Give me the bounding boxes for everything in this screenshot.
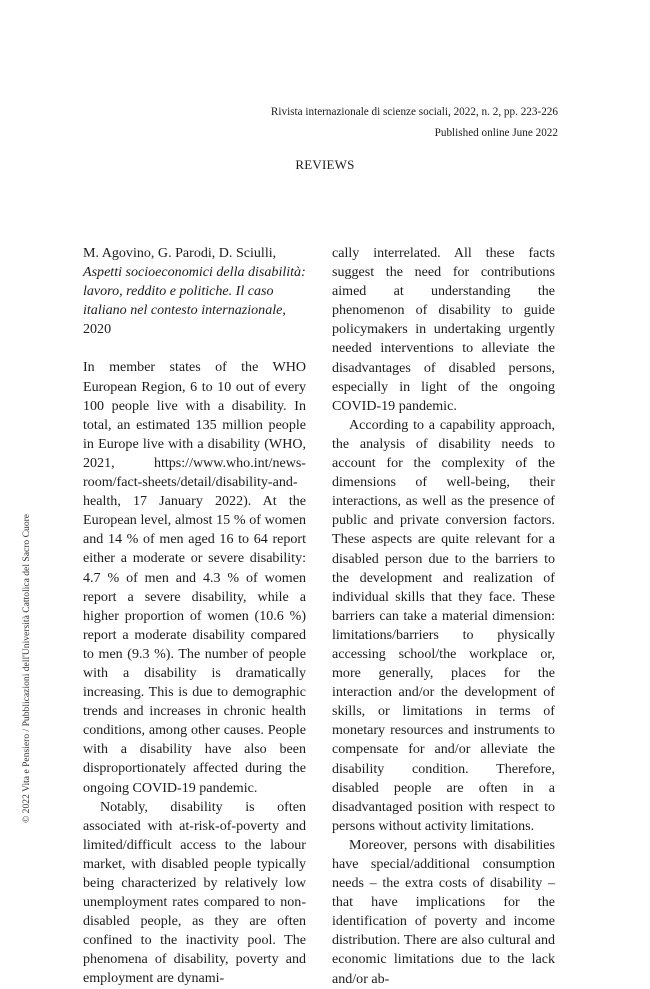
reference-title: Aspetti socioeconomici della disabilità: lavoro, reddito e politiche. Il caso italiano nel contesto internazionale (83, 264, 306, 319)
left-column (83, 244, 306, 989)
paragraph: Moreover, persons with disabilities have special/additional consumption needs – the extra costs of disability – that have implications for the identification of poverty and income distribution. There are also cultural and economic limitations due to the lack and/or ab- (332, 836, 555, 987)
section-title: REVIEWS (295, 157, 355, 172)
book-reference (83, 244, 306, 339)
publication-date: Published online June 2022 (434, 127, 558, 139)
journal-citation: Rivista internazionale di scienze sociali, 2022, n. 2, pp. 223-226 (270, 106, 558, 118)
paragraph: According to a capability approach, the analysis of disability needs to account for the complexity of the dimensions of well-being, their interactions, as well as the presence of public and private conversion factors. These aspects are quite relevant for a disabled person due to the barriers to the development and realization of individual skills that they face. These barriers can take a material dimension: limitations/barriers to physically accessing school/the workplace or, more generally, places for the interaction and/or the development of skills, or limitations in terms of monetary resources and instruments to compensate for and/or alleviate the disability condition. Therefore, disabled people are often in a disadvantaged position with respect to persons without activity limitations. (332, 416, 555, 834)
paragraph: In member states of the WHO European Region, 6 to 10 out of every 100 people live with a disability. In total, an estimated 135 million people in Europe live with a disability (WHO, 2021, https://www.who.int/news-room/fact-sheets/detail/disability-and-health, 17 January 2022). At the European level, almost 15 % of women and 14 % of men aged 16 to 64 report either a moderate or severe disability: 4.7 % of men and 4.3 % of women report a severe disability, while a higher proportion of women (10.6 %) report a moderate disability compared to men (9.3 %). The number of people with a disability is dramatically increasing. This is due to demographic trends and increases in chronic health conditions, among other causes. People with a disability have also been disproportionately affected during the ongoing COVID-19 pandemic. (83, 359, 306, 796)
reference-authors: M. Agovino, G. Parodi, D. Sciulli, (83, 245, 277, 261)
paragraph: cally interrelated. All these facts suggest the need for contributions aimed at understanding the phenomenon of disability to guide policymakers in undertaking urgently needed interventions to alleviate the disadvantages of disabled persons, especially in light of the ongoing COVID-19 pandemic. (332, 245, 555, 414)
copyright-sidebar: © 2022 Vita e Pensiero / Pubblicazioni dell'Università Cattolica del Sacro Cuore (21, 513, 32, 823)
paragraph: Notably, disability is often associated with at-risk-of-poverty and limited/difficult access to the labour market, with disabled people typically being characterized by relatively low unemployment rates compared to non-disabled people, as they are often confined to the inactivity pool. The phenomena of disability, poverty and employment are dynami- (83, 798, 306, 987)
reference-year: , 2020 (83, 302, 286, 338)
right-column (332, 244, 555, 989)
